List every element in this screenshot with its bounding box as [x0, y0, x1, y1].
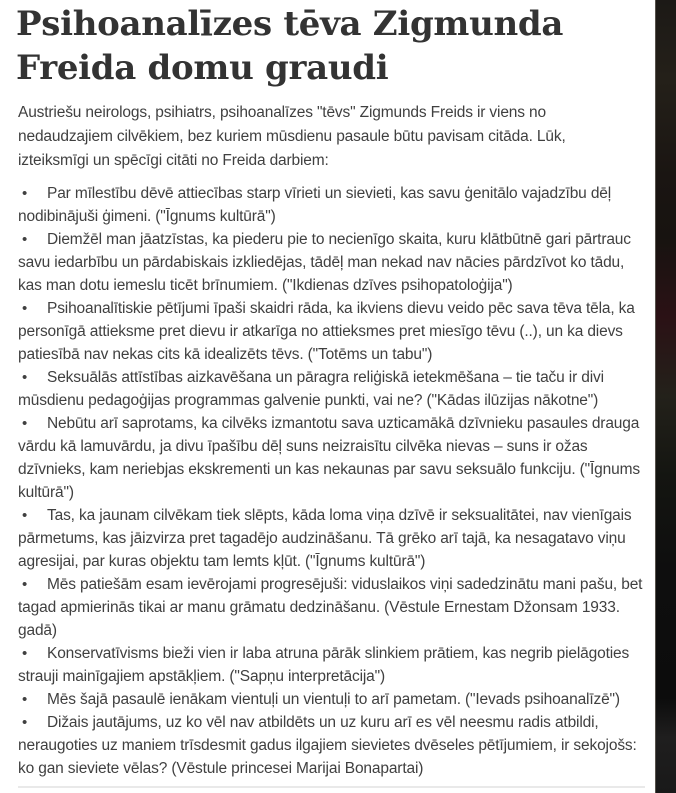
quote-item: [18, 182, 643, 228]
bullet-icon: •: [22, 185, 28, 202]
quote-text: Psihoanalītiskie pētījumi īpaši skaidri rāda, ka ikviens dievu veido pēc sava tēva tēla, ka personīgā attieksme pret dievu ir atkarīga no attieksmes pret miesīgo tēvu (..), un ka dievs patiesībā nav nekas cits kā idealizēts tēvs. ("Totēms un tabu"): [18, 300, 635, 363]
bullet-icon: •: [22, 300, 28, 317]
quote-text: Mēs patiešām esam ievērojami progresējuši: viduslaikos viņi sadedzinātu mani pašu, bet tagad apmierinās tikai ar manu grāmatu dedzināšanu. (Vēstule Ernestam Džonsam 1933. gadā): [18, 576, 643, 639]
quote-item: [18, 711, 643, 780]
quote-text: Nebūtu arī saprotams, ka cilvēks izmantotu sava uzticamākā dzīvnieku pasaules drauga vārdu kā lamuvārdu, ja divu īpašību dēļ suns neizraisītu cilvēka nievas – suns ir ožas dzīvnieks, kam neriebjas ekskrementi un kas nekaunas par savu seksuālo funkciju. ("Īgnums kultūrā"): [18, 415, 640, 501]
quote-text: Seksuālās attīstības aizkavēšana un pāragra reliģiskā ietekmēšana – tie taču ir divi mūsdienu pedagoģijas programmas galvenie punkti, vai ne? ("Kādas ilūzijas nākotne"): [18, 369, 604, 409]
quote-text: Mēs šajā pasaulē ienākam vientuļi un vientuļi to arī pametam. ("Ievads psihoanalīzē"): [47, 691, 620, 708]
quote-item: [18, 297, 643, 366]
bullet-icon: •: [22, 231, 28, 248]
quote-text: Tas, ka jaunam cilvēkam tiek slēpts, kāda loma viņa dzīvē ir seksualitātei, nav vienīgais pārmetums, kas jāizvirza pret tagadējo audzināšanu. Tā grēko arī tajā, ka nesagatavo viņu agresijai, par kuras objektu tam lemts kļūt. ("Īgnums kultūrā"): [18, 507, 632, 570]
quote-item: [18, 573, 643, 642]
bottom-divider: [18, 786, 645, 788]
bullet-icon: •: [22, 576, 28, 593]
quote-item: [18, 688, 643, 711]
bullet-icon: •: [22, 691, 28, 708]
quote-text: Par mīlestību dēvē attiecības starp vīrieti un sievieti, kas savu ģenitālo vajadzību dēļ nodibinājuši ģimeni. ("Īgnums kultūrā"): [18, 185, 612, 225]
quote-item: [18, 412, 643, 504]
page-title: Psihoanalīzes tēva Zigmunda Freida domu graudi: [16, 4, 564, 88]
quote-item: [18, 642, 643, 688]
side-photo-sliver: [655, 0, 676, 793]
quote-list: [18, 182, 643, 780]
bullet-icon: •: [22, 714, 28, 731]
bullet-icon: •: [22, 645, 28, 662]
bullet-icon: •: [22, 507, 28, 524]
quote-text: Diemžēl man jāatzīstas, ka piederu pie to necienīgo skaita, kuru klātbūtnē gari pārtrauc savu iedarbību un pārdabiskais izkliedējas, tādēļ man nekad nav nācies pārdzīvot ko tādu, kas man dotu iemeslu ticēt brīnumiem. ("Ikdienas dzīves psihopatoloģija"): [18, 231, 631, 294]
quote-item: [18, 366, 643, 412]
quote-text: Dižais jautājums, uz ko vēl nav atbildēts un uz kuru arī es vēl neesmu radis atbildi, neraugoties uz maniem trīsdesmit gadus ilgajiem sievietes dvēseles pētījumiem, ir sekojošs: ko gan sieviete vēlas? (Vēstule princesei Marijai Bonapartai): [18, 714, 637, 777]
quote-item: [18, 504, 643, 573]
intro-paragraph: Austriešu neirologs, psihiatrs, psihoanalīzes "tēvs" Zigmunds Freids ir viens no nedaudzajiem cilvēkiem, bez kuriem mūsdienu pasaule būtu pavisam citāda. Lūk, izteiksmīgi un spēcīgi citāti no Freida darbiem:: [18, 104, 566, 169]
bullet-icon: •: [22, 415, 28, 432]
bullet-icon: •: [22, 369, 28, 386]
quote-text: Konservatīvisms bieži vien ir laba atruna pārāk slinkiem prātiem, kas negrib pielāgoties strauji mainīgajiem apstākļiem. ("Sapņu interpretācija"): [18, 645, 630, 685]
quote-item: [18, 228, 643, 297]
